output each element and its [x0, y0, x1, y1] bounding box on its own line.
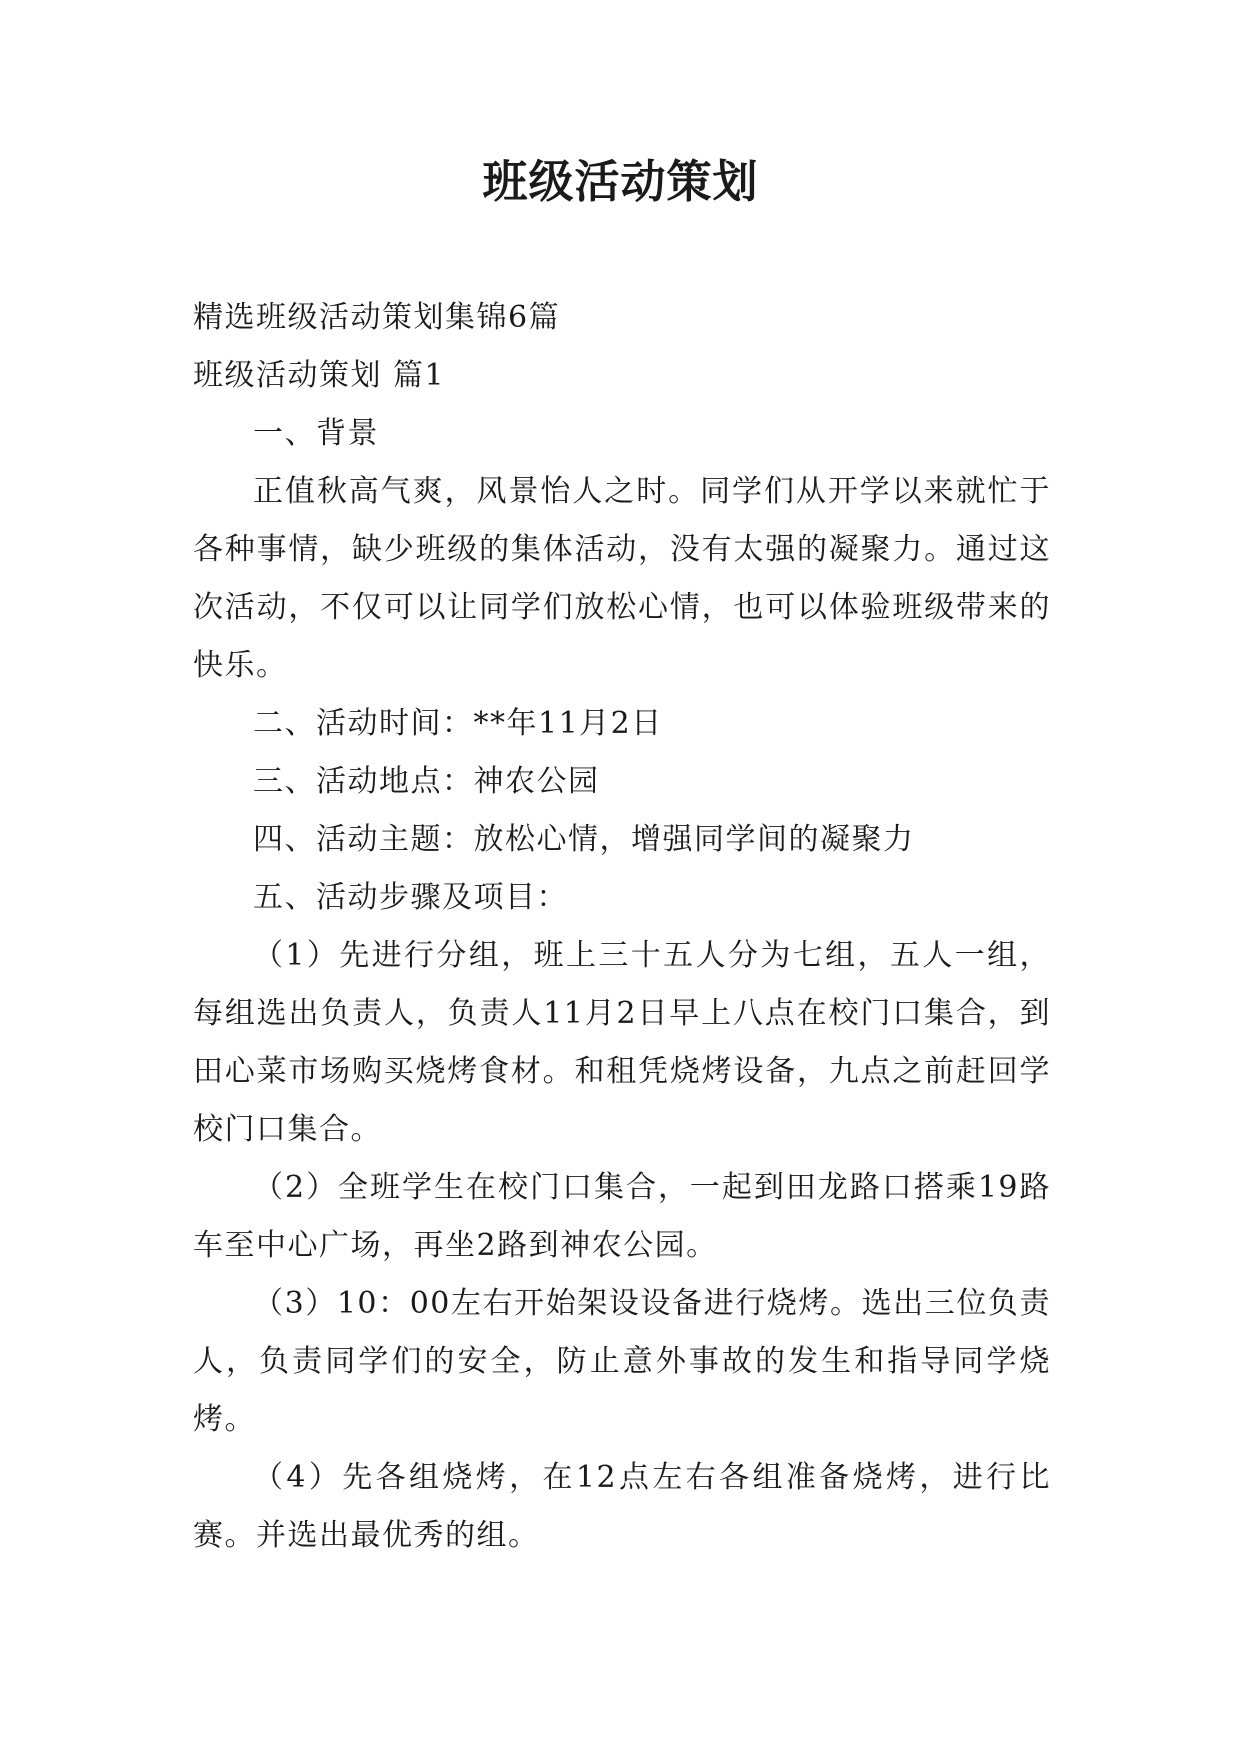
paragraph-activity-theme: 四、活动主题：放松心情，增强同学间的凝聚力	[253, 822, 915, 857]
section-heading-steps: 五、活动步骤及项目：	[253, 880, 568, 915]
paragraph-background: 正值秋高气爽，风景怡人之时。同学们从开学以来就忙于各种事情，缺少班级的集体活动，没有太强的凝聚力。通过这次活动，不仅可以让同学们放松心情，也可以体验班级带来的快乐。	[193, 474, 1051, 683]
document-body	[193, 289, 1051, 1565]
paragraph-activity-time: 二、活动时间：**年11月2日	[253, 706, 663, 741]
paragraph-step-4: （4）先各组烧烤，在12点左右各组准备烧烤，进行比赛。并选出最优秀的组。	[193, 1460, 1051, 1553]
paragraph-step-1: （1）先进行分组，班上三十五人分为七组，五人一组，每组选出负责人，负责人11月2日早上八点在校门口集合，到田心菜市场购买烧烤食材。和租凭烧烤设备，九点之前赶回学校门口集合。	[193, 938, 1051, 1147]
article-heading: 班级活动策划 篇1	[193, 358, 446, 393]
section-heading-background: 一、背景	[253, 416, 379, 451]
paragraph-step-2: （2）全班学生在校门口集合，一起到田龙路口搭乘19路车至中心广场，再坐2路到神农公园。	[193, 1170, 1051, 1263]
document-title: 班级活动策划	[482, 155, 759, 208]
paragraph-activity-location: 三、活动地点：神农公园	[253, 764, 600, 799]
paragraph-step-3: （3）10：00左右开始架设设备进行烧烤。选出三位负责人，负责同学们的安全，防止意外事故的发生和指导同学烧烤。	[193, 1286, 1051, 1437]
collection-heading: 精选班级活动策划集锦6篇	[193, 300, 561, 335]
